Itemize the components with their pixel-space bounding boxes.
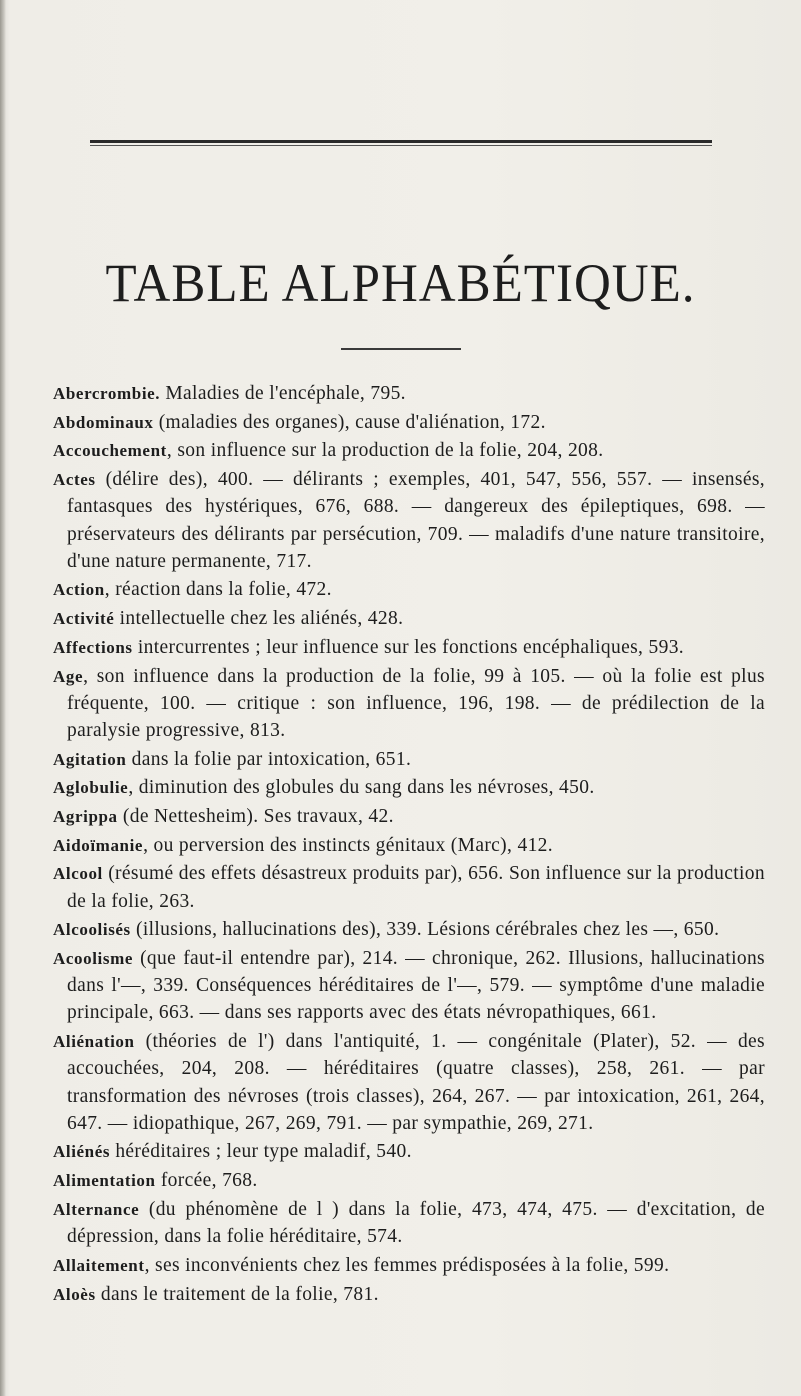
- index-entry: [53, 605, 765, 632]
- entry-headword: Aliénation: [53, 1032, 135, 1052]
- entry-headword: Acoolisme: [53, 949, 133, 969]
- index-entry: [53, 945, 765, 1027]
- entry-headword: Alcool: [53, 864, 103, 884]
- index-entry: [53, 916, 765, 943]
- entry-text: (du phénomène de l ) dans la folie, 473, 474, 475. — d'excitation, de dépression, dans la folie héréditaire, 574.: [67, 1198, 765, 1248]
- title-divider: [341, 348, 461, 350]
- index-entry: [53, 634, 765, 661]
- entry-headword: Aglobulie: [53, 778, 129, 798]
- entry-text: (délire des), 400. — délirants ; exemples, 401, 547, 556, 557. — insensés, fantasques des hystériques, 676, 688. — dangereux des épileptiques, 698. — préservateurs des délirants par persécution, 709. — maladifs d'une nature transitoire, d'une nature permanente, 717.: [67, 469, 765, 572]
- index-entry: [53, 1138, 765, 1165]
- entry-text: forcée, 768.: [155, 1170, 258, 1192]
- entry-text: dans la folie par intoxication, 651.: [126, 748, 412, 770]
- entry-text: intellectuelle chez les aliénés, 428.: [114, 608, 404, 630]
- entry-headword: Allaitement: [53, 1255, 145, 1275]
- index-entry: [53, 803, 765, 830]
- entry-text: intercurrentes ; leur influence sur les fonctions encéphaliques, 593.: [132, 636, 685, 658]
- entry-text: , ses inconvénients chez les femmes prédisposées à la folie, 599.: [144, 1254, 670, 1276]
- entry-text: (théories de l') dans l'antiquité, 1. — congénitale (Plater), 52. — des accouchées, 204, 208. — héréditaires (quatre classes), 258, 261. — par transformation des névroses (trois classes), 264, 267. — par intoxication, 261, 264, 647. — idiopathique, 267, 269, 791. — par sympathie, 269, 271.: [67, 1031, 765, 1134]
- entry-headword: Aliénés: [53, 1142, 111, 1162]
- entry-headword: Agitation: [53, 749, 127, 769]
- index-entry: [53, 832, 765, 859]
- index-entry: [53, 1167, 765, 1194]
- entry-text: héréditaires ; leur type maladif, 540.: [110, 1141, 412, 1163]
- entry-text: (que faut-il entendre par), 214. — chronique, 262. Illusions, hallucinations dans l'—, 339. Conséquences héréditaires de l'—, 579. — symptôme d'une maladie principale, 663. — dans ses rapports avec des états névropathiques, 661.: [67, 948, 765, 1024]
- entry-text: Maladies de l'encéphale, 795.: [160, 383, 406, 404]
- entry-headword: Alcoolisés: [53, 920, 131, 940]
- index-entry: [53, 746, 765, 773]
- entry-text: (illusions, hallucinations des), 339. Lésions cérébrales chez les —, 650.: [130, 919, 720, 941]
- index-entry: [53, 1252, 765, 1279]
- entry-headword: Aloès: [53, 1284, 96, 1304]
- entry-headword: Abercrombie.: [53, 384, 161, 403]
- entry-headword: Abdominaux: [53, 412, 154, 432]
- index-entry: [53, 1281, 765, 1308]
- entry-text: , son influence sur la production de la folie, 204, 208.: [166, 440, 604, 462]
- index-entry: [53, 380, 765, 407]
- entry-headword: Accouchement: [53, 441, 167, 461]
- entry-headword: Age: [53, 666, 84, 686]
- index-entry: [53, 860, 765, 914]
- page-title: TABLE ALPHABÉTIQUE.: [105, 254, 696, 314]
- entry-text: (de Nettesheim). Ses travaux, 42.: [117, 806, 394, 828]
- index-entry: [53, 1028, 765, 1137]
- entry-headword: Agrippa: [53, 807, 118, 827]
- entry-headword: Affections: [53, 637, 133, 657]
- index-entry: [53, 437, 765, 464]
- index-entry: [53, 1196, 765, 1250]
- page-binding-edge: [0, 0, 6, 1396]
- index-entry: [53, 576, 765, 603]
- index-entries: [53, 380, 765, 1309]
- entry-text: , son influence dans la production de la folie, 99 à 105. — où la folie est plus fréquente, 100. — critique : son influence, 196, 198. — de prédilection de la paralysie progressive, 813.: [67, 665, 765, 741]
- entry-text: (maladies des organes), cause d'aliénation, 172.: [153, 411, 546, 433]
- entry-text: , réaction dans la folie, 472.: [104, 579, 332, 601]
- index-entry: [53, 774, 765, 801]
- entry-headword: Aidoïmanie: [53, 835, 144, 855]
- entry-headword: Alimentation: [53, 1171, 156, 1191]
- index-entry: [53, 663, 765, 745]
- entry-text: dans le traitement de la folie, 781.: [95, 1283, 379, 1305]
- top-rule: [90, 140, 712, 143]
- entry-headword: Activité: [53, 609, 115, 629]
- entry-text: , diminution des globules du sang dans les névroses, 450.: [128, 777, 595, 799]
- entry-headword: Alternance: [53, 1199, 140, 1219]
- entry-headword: Actes: [53, 470, 96, 490]
- entry-text: (résumé des effets désastreux produits par), 656. Son influence sur la production de la folie, 263.: [67, 863, 765, 912]
- index-entry: [53, 409, 765, 436]
- entry-text: , ou perversion des instincts génitaux (Marc), 412.: [143, 834, 553, 856]
- index-entry: [53, 466, 765, 575]
- entry-headword: Action: [53, 580, 105, 600]
- top-rule-thin: [90, 145, 712, 146]
